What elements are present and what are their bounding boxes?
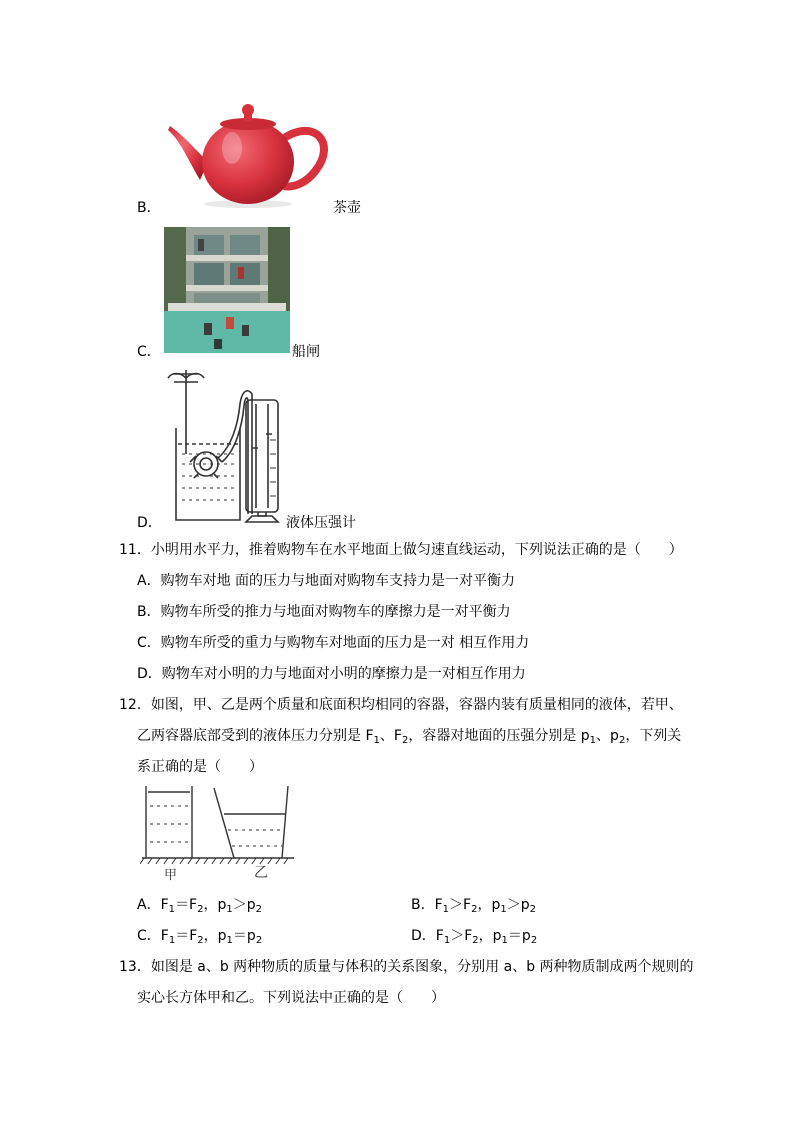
- question-stem: 11．小明用水平力，推着购物车在水平地面上做匀速直线运动，下列说法正确的是（ ）: [119, 542, 683, 558]
- svg-text:甲: 甲: [164, 868, 178, 883]
- option-d: D．$F_1>F_2$，$p_1=p_2$: [411, 928, 538, 946]
- option-d: D．购物车对小明的力与地面对小明的摩擦力是一对相互作用力: [137, 666, 526, 682]
- option-c: C．购物车所受的重力与购物车对地面的压力是一对 相互作用力: [137, 635, 530, 651]
- teapot-image: [166, 100, 330, 210]
- option-a: A．购物车对地 面的压力与地面对购物车支持力是一对平衡力: [137, 573, 516, 589]
- option-caption: 茶壶: [333, 200, 361, 216]
- question-stem-line3: 系正确的是（ ）: [137, 759, 263, 775]
- option-a: A．$F_1=F_2$，$p_1>p_2$: [137, 897, 262, 915]
- option-letter: D．: [137, 515, 162, 531]
- question-stem-line1: 13．如图是 a、b 两种物质的质量与体积的关系图象，分别用 a、b 两种物质制成两个规则的: [119, 959, 694, 975]
- question-stem-line2: 乙两容器底部受到的液体压力分别是 $F_1$、$F_2$，容器对地面的压强分别是 $p_1$、$p_2$，下列关: [137, 728, 682, 746]
- label-jia: [160, 865, 190, 883]
- option-c: C．$F_1=F_2$，$p_1=p_2$: [137, 928, 263, 946]
- pressure-gauge-image: [160, 364, 284, 526]
- svg-text:乙: 乙: [254, 865, 268, 881]
- ship-lock-image: [164, 227, 290, 353]
- option-b: B．$F_1>F_2$，$p_1>p_2$: [411, 897, 537, 915]
- question-stem-line1: 12．如图，甲、乙是两个质量和底面积均相同的容器，容器内装有质量相同的液体，若甲、: [119, 697, 683, 713]
- option-caption: 液体压强计: [286, 515, 356, 531]
- question-stem-line2: 实心长方体甲和乙。下列说法中正确的是（ ）: [137, 990, 445, 1006]
- option-letter: C．: [137, 344, 161, 360]
- option-b: B．购物车所受的推力与地面对购物车的摩擦力是一对平衡力: [137, 604, 511, 620]
- option-letter: B．: [137, 200, 161, 216]
- label-yi: [250, 862, 280, 882]
- option-caption: 船闸: [292, 344, 320, 360]
